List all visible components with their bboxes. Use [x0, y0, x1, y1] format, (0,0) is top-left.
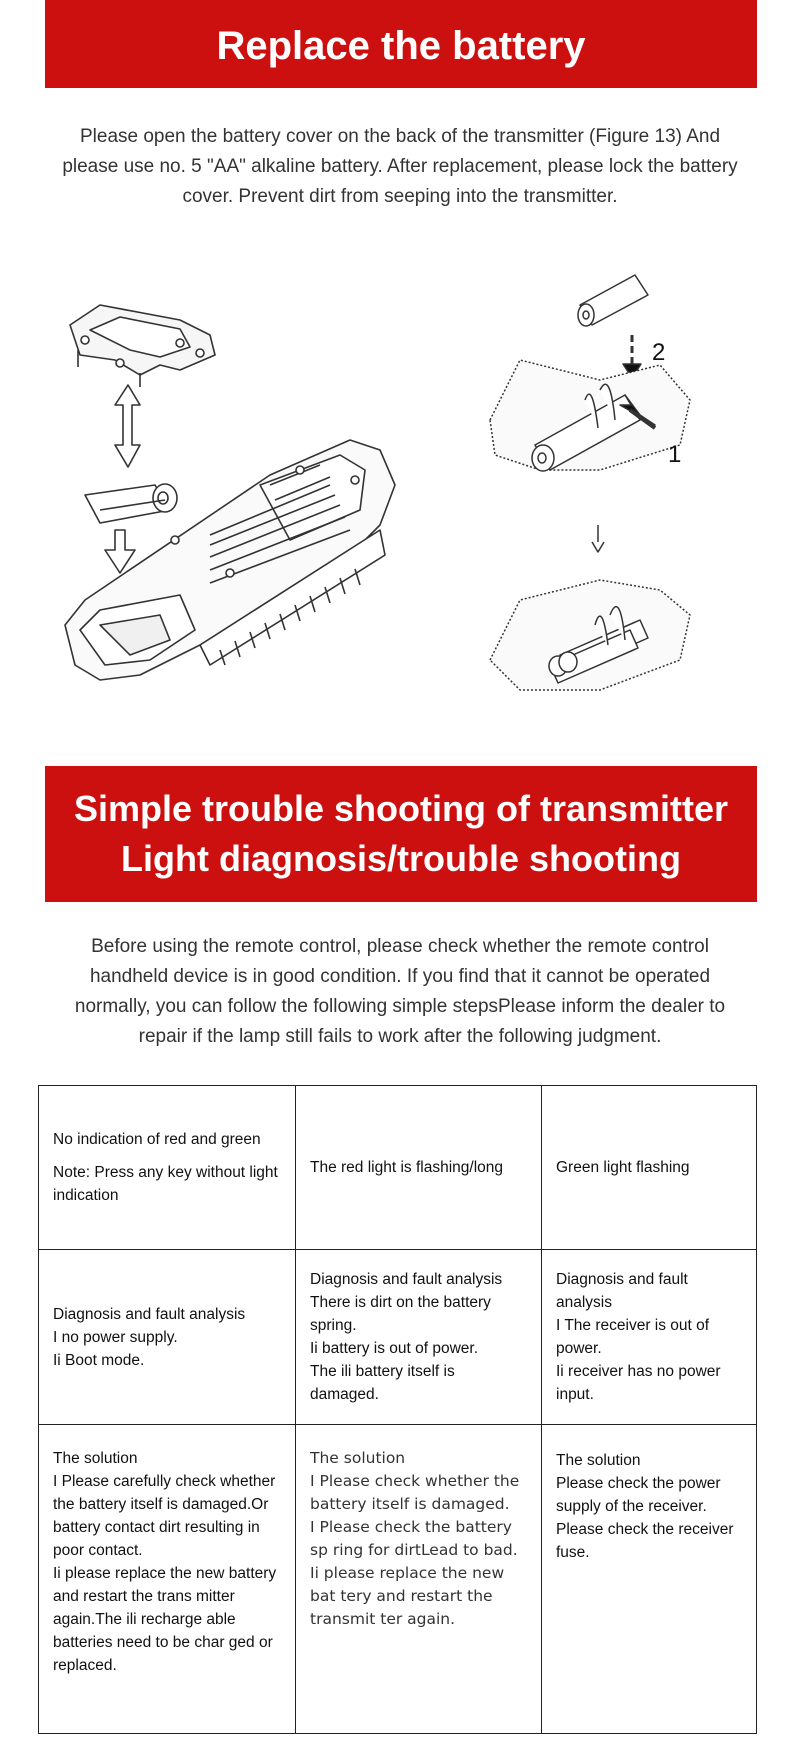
table-cell: [542, 1250, 757, 1425]
battery-insertion-steps-illustration: [480, 270, 710, 710]
table-row: [39, 1086, 757, 1250]
cell-line: I Please check whether the battery itself is damaged.: [310, 1472, 520, 1513]
cell-line: Ii receiver has no power input.: [556, 1363, 721, 1403]
table-cell: [296, 1250, 542, 1425]
step-label-1: 1: [668, 441, 682, 468]
transmitter-battery-illustration: [60, 295, 410, 715]
cell-line: Please check the receiver fuse.: [556, 1521, 734, 1561]
table-cell: [296, 1425, 542, 1734]
section-title-text: Replace the battery: [216, 24, 586, 68]
table-cell: [296, 1086, 542, 1250]
cell-line: The solution: [53, 1450, 138, 1467]
trouble-shooting-table: [38, 1085, 757, 1734]
cell-line: I Please carefully check whether the battery itself is damaged.Or battery contact dirt resulting in poor contact.: [53, 1473, 276, 1559]
section-title-replace-battery: [45, 0, 757, 88]
cell-line: I The receiver is out of power.: [556, 1317, 710, 1357]
cell-line: Ii please replace the new bat tery and restart the transmit ter again.: [310, 1564, 505, 1628]
table-cell: [39, 1425, 296, 1734]
cell-line: The solution: [556, 1452, 641, 1469]
cell-line: Ii please replace the new battery and restart the trans mitter again.The ili recharge able batteries need to be char ged or replaced.: [53, 1565, 277, 1674]
cell-line: Note: Press any key without light indication: [53, 1164, 278, 1204]
cell-line: Diagnosis and fault analysis: [310, 1271, 503, 1288]
table-row: [39, 1250, 757, 1425]
table-row: [39, 1425, 757, 1734]
cell-line: I no power supply.: [53, 1328, 178, 1346]
cell-line: Ii Boot mode.: [53, 1351, 145, 1369]
cell-line: Diagnosis and fault analysis: [556, 1271, 688, 1311]
cell-line: The ili battery itself is damaged.: [310, 1363, 455, 1403]
section-title-line2: Light diagnosis/trouble shooting: [121, 838, 681, 879]
cell-line: Ii battery is out of power.: [310, 1340, 479, 1357]
cell-line: Diagnosis and fault analysis: [53, 1305, 246, 1323]
section-title-trouble-shooting: [45, 766, 757, 902]
table-cell: [542, 1086, 757, 1250]
table-cell: [39, 1086, 296, 1250]
cell-line: Green light flashing: [556, 1159, 690, 1176]
cell-line: The solution: [310, 1449, 406, 1467]
battery-instructions: Please open the battery cover on the back of the transmitter (Figure 13) And please use no. 5 "AA" alkaline battery. After replacement, please lock the battery cover. Prevent dirt from seeping into the transmitter.: [62, 126, 738, 207]
cell-line: There is dirt on the battery spring.: [310, 1294, 491, 1334]
trouble-shooting-intro: Before using the remote control, please check whether the remote control handheld device is in good condition. If you find that it cannot be operated normally, you can follow the following simple stepsPlease inform the dealer to repair if the lamp still fails to work after the following judgment.: [74, 936, 726, 1047]
section-title-line1: Simple trouble shooting of transmitter: [73, 788, 729, 829]
cell-line: Please check the power supply of the receiver.: [556, 1475, 721, 1515]
cell-line: I Please check the battery sp ring for dirtLead to bad.: [310, 1518, 518, 1559]
table-cell: [542, 1425, 757, 1734]
step-label-2: 2: [652, 339, 666, 366]
table-cell: [39, 1250, 296, 1425]
cell-line: No indication of red and green: [53, 1131, 261, 1148]
cell-line: The red light is flashing/long: [310, 1159, 504, 1176]
